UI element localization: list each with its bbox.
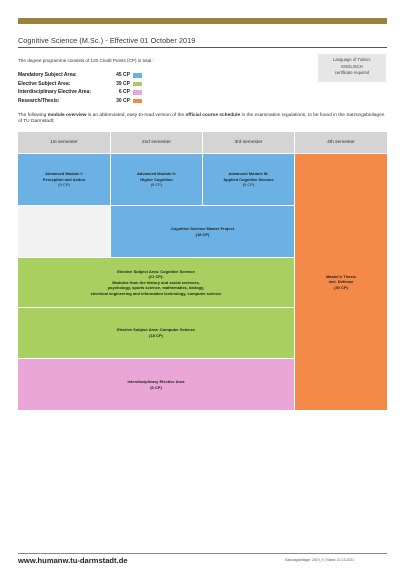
color-swatch [133,73,142,78]
module-title: Cognitive Science Master Project [170,225,235,231]
cp-label: Interdisciplinary Elective Area: [18,89,91,96]
module-cp: (21 CP); [148,274,164,280]
advanced-module-3 [203,154,294,205]
cp-row-research [18,97,158,106]
overview-bold: official course schedule [185,113,241,118]
module-title: Master's Thesis [326,273,356,279]
credit-points-list [18,71,158,105]
cp-label: Mandatory Subject Area: [18,72,77,79]
header-accent-bar [18,18,387,24]
cp-value: 39 CP [116,80,130,87]
module-subtitle: incl. Defense [328,279,354,285]
intro-text: The degree programme consists of 120 Credit Points (CP) in total.: [18,58,154,63]
cp-label: Research/Thesis: [18,97,60,104]
module-subtitle: Applied Cognitive Science [223,176,274,182]
color-swatch [133,99,142,104]
module-cp: (18 CP) [195,231,210,237]
module-cp: (6 CP) [150,384,162,390]
module-desc: electrical engineering and information technology, computer science [90,290,222,296]
cp-row-interdisciplinary [18,88,158,97]
module-title: Advanced Module I: [45,171,83,177]
module-title: Elective Subject Area: Cognitive Science [117,268,195,274]
module-cp: (9 CP) [58,182,70,188]
footer-website-link[interactable]: www.humanw.tu-darmstadt.de [18,556,128,565]
cp-row-elective [18,80,158,89]
overview-part: is an abbreviated, easy-to-read version of the [86,113,186,118]
module-cp: (9 CP) [150,182,163,188]
language-note: certificate required [334,70,370,75]
color-swatch [133,90,142,95]
module-cp: (9 CP) [242,182,255,188]
overview-part: in the examination regulations, to be found in the Satzungsbeilagen of TU Darmstadt: [18,113,385,125]
module-desc: psychology, sports science, mathematics, biology, [107,285,205,291]
module-title: Advanced Module II: [137,171,176,177]
module-overview-grid [18,132,387,410]
language-label: Language of Tuition: [333,57,371,62]
elective-computer-science [18,308,294,358]
advanced-module-1 [18,154,110,205]
module-title: Elective Subject Area: Computer Science [116,327,196,333]
empty-cell [18,206,110,257]
module-title: Interdisciplinary Elective Area [127,378,185,384]
semester-header-4: 4th semester [295,132,387,153]
semester-header-2: 2nd semester [111,132,202,153]
footer-divider [18,553,387,554]
module-cp: (18 CP) [149,333,163,338]
title-divider [18,47,387,48]
overview-part: The following [18,113,48,118]
module-title: Advanced Module III: [228,171,269,177]
elective-cognitive-science [18,258,294,307]
cp-value: 6 CP [118,89,130,96]
masters-thesis [295,154,387,410]
language-value: ENGLISCH [341,63,363,69]
cp-value: 45 CP [116,72,130,79]
language-info-box [318,54,386,82]
cp-value: 30 CP [116,97,130,104]
master-project [111,206,294,257]
module-subtitle: Perception and Action [42,176,86,182]
footer-note: Satzungsbeilage: 2019_X | Stand: 21.10.2021 [285,558,355,562]
overview-bold: module overview [47,113,87,118]
cp-label: Elective Subject Area: [18,80,71,87]
semester-header-1: 1st semester [18,132,110,153]
overview-text [18,113,388,125]
module-subtitle: Higher Cognition [140,176,173,182]
semester-header-3: 3rd semester [203,132,294,153]
advanced-module-2 [111,154,202,205]
color-swatch [133,82,142,87]
module-cp: (30 CP) [334,284,348,290]
interdisciplinary-elective [18,359,294,410]
module-desc: Modules from the history and social sciences, [112,279,200,285]
page-title: Cognitive Science (M.Sc.) - Effective 01 October 2019 [18,36,196,45]
cp-row-mandatory [18,71,158,80]
